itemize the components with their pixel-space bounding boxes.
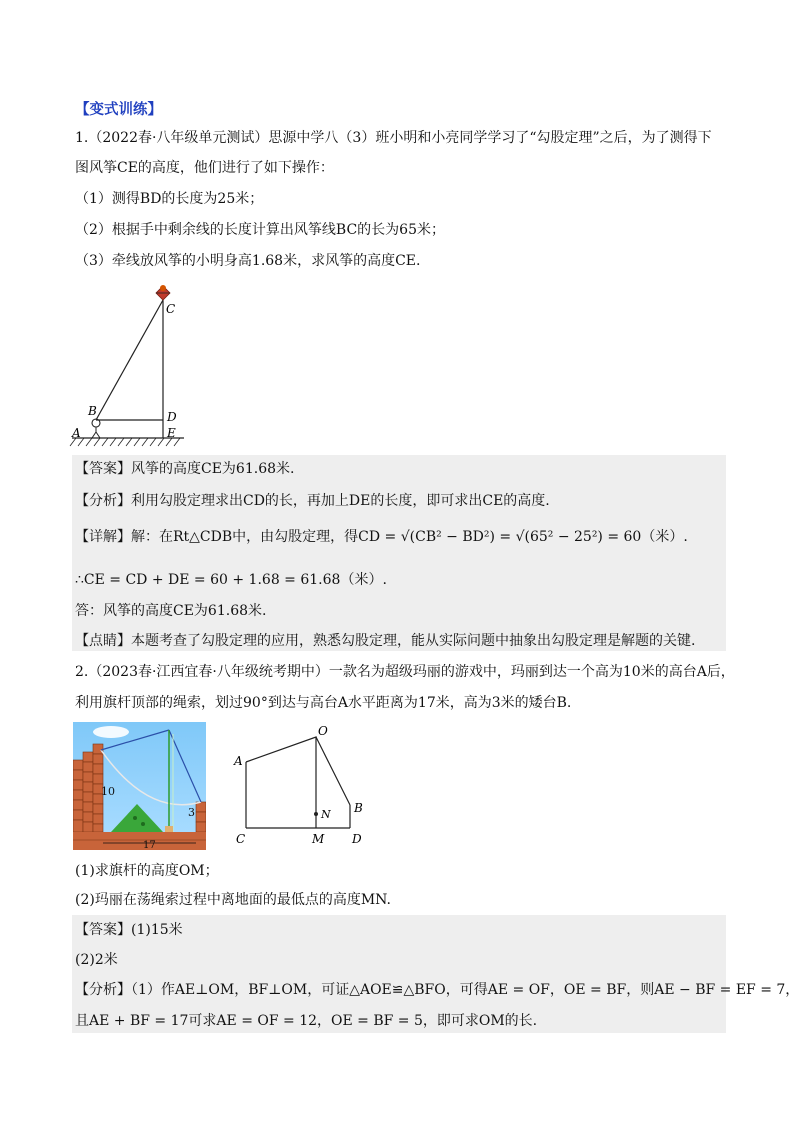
label-O: O <box>318 724 328 738</box>
label-D: D <box>167 410 177 424</box>
answer2-part2: (2)2米 <box>75 952 118 968</box>
section-heading: 【变式训练】 <box>75 101 162 118</box>
problem2-line1: 2.（2023春·江西宜春·八年级统考期中）一款名为超级玛丽的游戏中，玛丽到达一个高为10米的高台A后， <box>75 664 735 680</box>
problem1-step2: （2）根据手中剩余线的长度计算出风筝线BC的长为65米； <box>75 222 445 238</box>
reply1: 答：风筝的高度CE为61.68米. <box>75 603 267 619</box>
answer1: 【答案】风筝的高度CE为61.68米. <box>75 461 295 477</box>
problem2-q1: (1)求旗杆的高度OM； <box>75 863 219 879</box>
label-C2: C <box>236 832 246 846</box>
problem1-line2: 图风筝CE的高度，他们进行了如下操作： <box>75 160 334 176</box>
comment1: 【点睛】本题考查了勾股定理的应用，熟悉勾股定理，能从实际问题中抽象出勾股定理是解题的关键. <box>75 633 696 649</box>
swing-figure <box>228 722 378 850</box>
label-E: E <box>167 426 176 440</box>
problem1-step3: （3）牵线放风筝的小明身高1.68米，求风筝的高度CE. <box>75 253 421 269</box>
problem1-line1: 1.（2022春·八年级单元测试）思源中学八（3）班小明和小亮同学学习了“勾股定理”之后，为了测得下 <box>75 130 712 146</box>
detail1: 【详解】解：在Rt△CDB中，由勾股定理，得CD = √(CB² − BD²) = √(65² − 25²) = 60（米）. <box>75 529 688 545</box>
problem2-q2: (2)玛丽在荡绳索过程中离地面的最低点的高度MN. <box>75 892 391 908</box>
problem1-step1: （1）测得BD的长度为25米； <box>75 191 264 207</box>
solution1-block <box>72 455 726 651</box>
label-B: B <box>88 404 97 418</box>
label-D2: D <box>352 832 362 846</box>
calc1: ∴CE = CD + DE = 60 + 1.68 = 61.68（米）. <box>75 572 387 588</box>
analysis2-line2: 且AE + BF = 17可求AE = OF = 12，OE = BF = 5，即可求OM的长. <box>75 1013 538 1029</box>
game-screenshot <box>73 722 206 850</box>
analysis1: 【分析】利用勾股定理求出CD的长，再加上DE的长度，即可求出CE的高度. <box>75 493 550 509</box>
label-B2: B <box>354 801 363 815</box>
label-A2: A <box>234 754 243 768</box>
game-label-10: 10 <box>101 785 115 798</box>
kite-icon <box>156 285 170 300</box>
kite-figure <box>66 280 196 452</box>
problem2-line2: 利用旗杆顶部的绳索，划过90°到达与高台A水平距离为17米，高为3米的矮台B. <box>75 695 572 711</box>
game-label-3: 3 <box>188 806 195 819</box>
game-label-17: 17 <box>143 840 156 850</box>
analysis2-line1: 【分析】（1）作AE⊥OM，BF⊥OM，可证△AOE≌△BFO，可得AE = OF，OE = BF，则AE − BF = EF = 7， <box>75 982 800 998</box>
label-A: A <box>72 426 81 440</box>
answer2-part1: 【答案】(1)15米 <box>75 922 183 938</box>
label-C: C <box>166 302 176 316</box>
label-N: N <box>321 808 331 821</box>
label-M: M <box>312 832 325 846</box>
